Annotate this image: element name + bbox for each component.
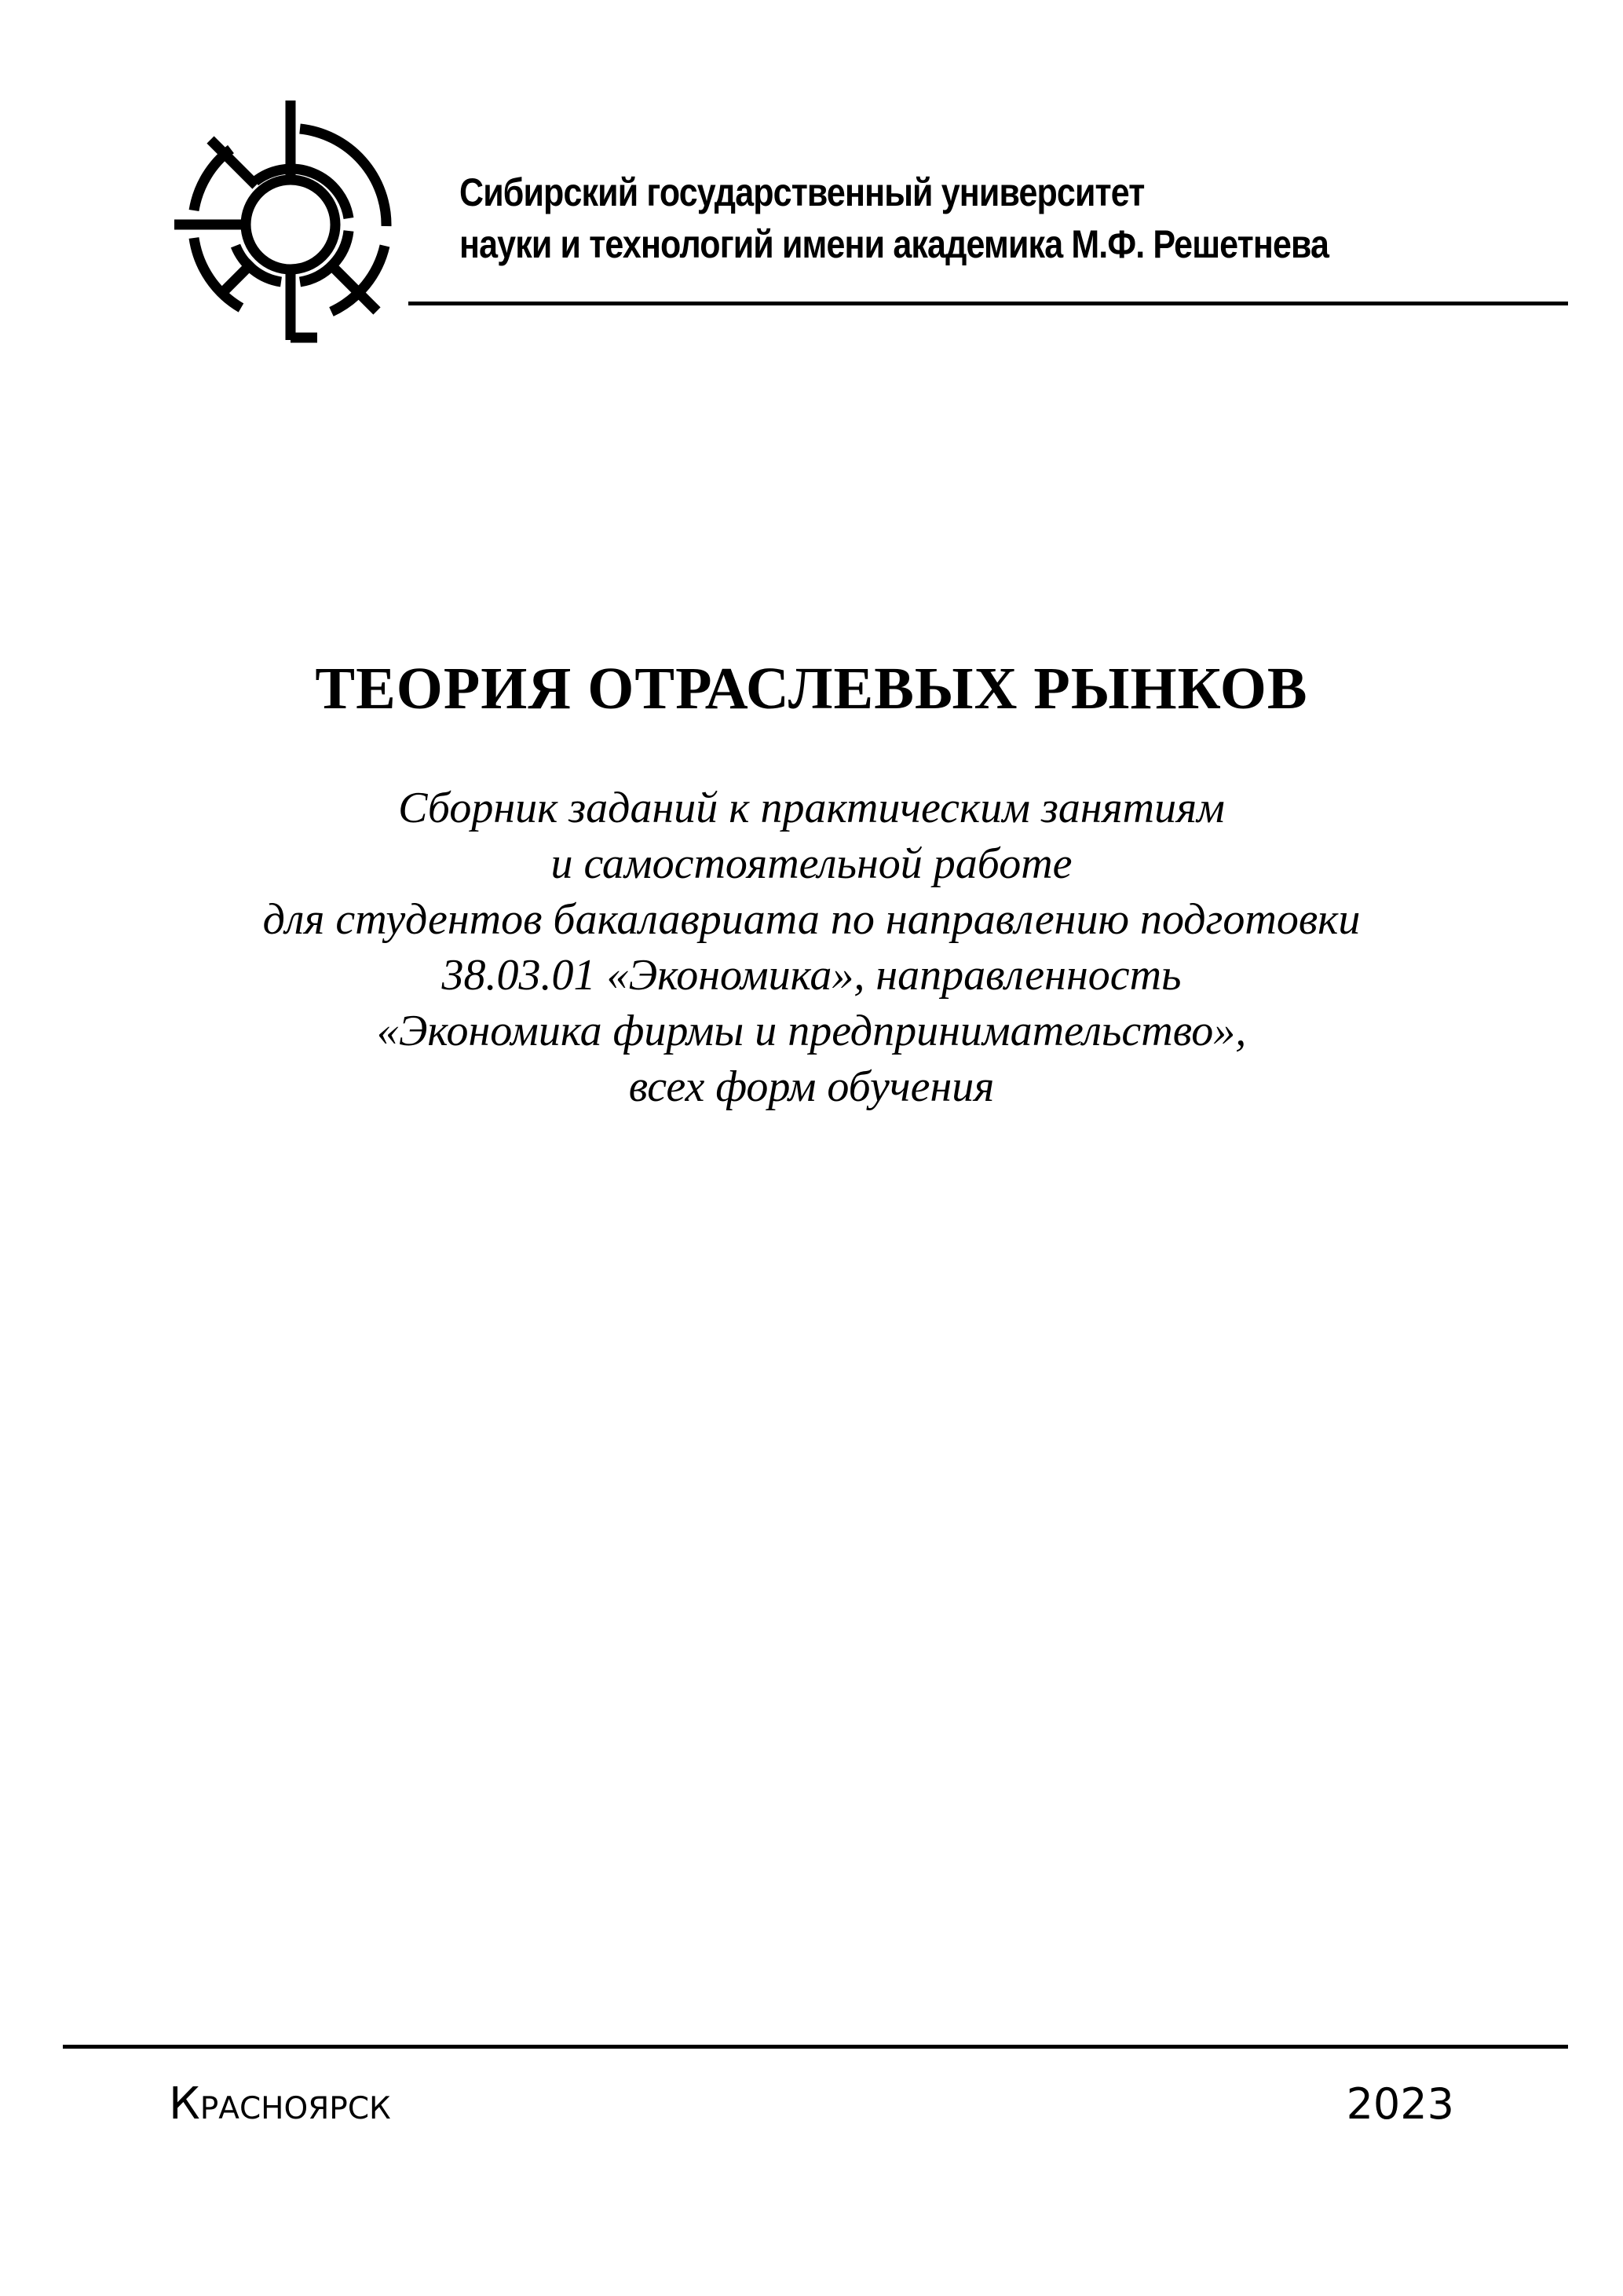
university-emblem-icon xyxy=(174,101,396,344)
footer-divider xyxy=(63,2045,1568,2049)
subtitle-line-6: всех форм обучения xyxy=(628,1062,995,1111)
university-name xyxy=(459,166,1418,270)
header-divider xyxy=(408,302,1568,305)
book-title: ТЕОРИЯ ОТРАСЛЕВЫХ РЫНКОВ xyxy=(315,656,1308,722)
subtitle-line-2: и самостоятельной работе xyxy=(550,839,1073,888)
subtitle-line-5: «Экономика фирмы и предпринимательство», xyxy=(376,1007,1247,1055)
book-subtitle xyxy=(0,781,1623,1115)
subtitle-line-4: 38.03.01 «Экономика», направленность xyxy=(441,951,1182,1000)
university-name-line-1: Сибирский государственный университет xyxy=(459,170,1145,214)
publication-city: Красноярск xyxy=(169,2078,391,2130)
subtitle-line-3: для студентов бакалавриата по направлению подготовки xyxy=(262,895,1361,944)
publication-year: 2023 xyxy=(1346,2079,1454,2129)
university-name-line-2: науки и технологий имени академика М.Ф. Решетнева xyxy=(459,222,1329,266)
subtitle-line-1: Сборник заданий к практическим занятиям xyxy=(398,784,1225,832)
